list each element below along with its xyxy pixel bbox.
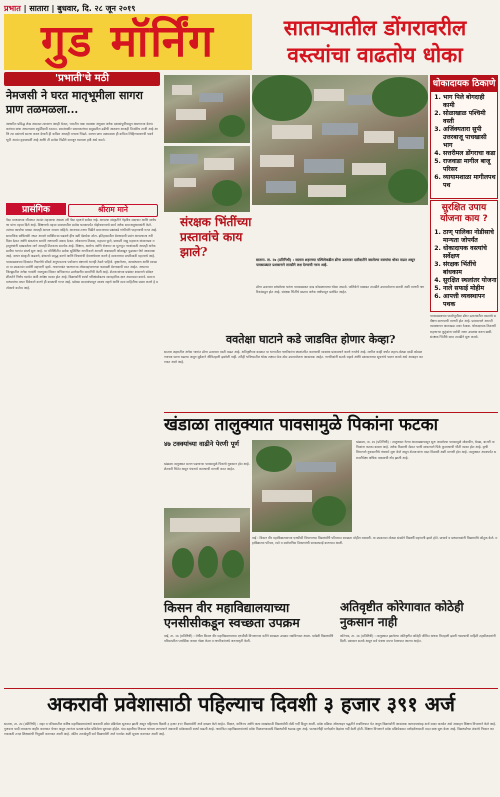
danger-item: 2. सोळाखाळ पश्चिमी वस्ती (443, 110, 497, 126)
safety-item: 3. संरक्षक भिंतींचे बांधकाम (443, 261, 497, 277)
masthead-logo (4, 14, 252, 70)
bottom-body: सातारा, ता. २७ (प्रतिनिधी) : शहर व परिसरातील कनिष्ठ महाविद्यालयांमध्ये अकरावी प्रवेश प्रक्रियेला सुरुवात झाली असून पहिल्याच दिवशी ३ हजार ३९१ विद्यार्थ्यांनी अर्ज दाखल केले आहेत. विज्ञान, वाणिज्य आणि कला शाखांसाठी विद्यार्थ्यांची मोठी गर्दी दिसून आली. प्रवेश प्रक्रिया ऑनलाइन पद्धतीने राबविण्यात येत असून विद्यार्थ्यांनी आवश्यक कागदपत्रांसह अर्ज सादर करावेत असे आवाहन शिक्षण विभागाने केले आहे. गुणवत्ता यादी लवकरच जाहीर करण्यात येणार असून त्यानंतर प्रत्यक्ष प्रवेश प्रक्रियेला सुरुवात होईल. यंदा दहावीचा निकाल चांगला लागल्याने अकरावी प्रवेशासाठी स्पर्धा वाढली आहे. नामांकित महाविद्यालयांमध्ये प्रवेश मिळवण्यासाठी विद्यार्थ्यांची धडपड सुरू आहे. पालकांनीही मार्गदर्शन केंद्रांवर गर्दी केली होती. शिक्षण विभागाने प्रवेश प्रक्रियेबाबत मार्गदर्शनासाठी मदत कक्ष सुरू केला आहे. विद्यार्थ्यांच्या शंकांचे निरसन करण्यासाठी तज्ज्ञ शिक्षकांची नियुक्ती करण्यात आली आहे. अंतिम तारखेपूर्वी सर्व विद्यार्थ्यांनी अर्ज भरावेत अशी सूचना करण्यात आली आहे. (4, 722, 497, 737)
safety-item: 2. धोकादायक वस्त्यांचे सर्वेक्षण (443, 245, 497, 261)
side-question: संरक्षक भिंतींच्या प्रस्तावांचे काय झाले? (180, 215, 252, 259)
right-column-body: पावसाळ्याच्या पार्श्वभूमीवर डोंगर उतारावरील वस्त्यांचे सर्वेक्षण करण्याची मागणी होत आहे. प्रशासनाने आपत्ती व्यवस्थापन आराखडा तयार ठेवावा. धोकादायक ठिकाणी राहणाऱ्या कुटुंबांना पर्यायी जागा उपलब्ध करुन द्यावी. संरक्षक भिंतींचे काम तातडीने सुरू करावे. (430, 314, 496, 339)
khandala-body: खंडाळा तालुक्यात सलग पडणाऱ्या पावसामुळे पिकांचे नुकसान होत आहे. शेतकरी चिंतेत असून पंचनामे करण्याची मागणी करत आहेत. (164, 462, 250, 472)
section-banner: 'प्रभाती'चे मठी (4, 72, 160, 86)
bottom-divider (4, 688, 498, 689)
khandala-body-right: खंडाळा, ता. २७ (प्रतिनिधी) : तालुक्यात गेल्या आठवड्यापासून सुरू असलेल्या पावसामुळे सोयाबीन, घेवडा, बाजरी या पिकांना फटका बसला आहे. अनेक ठिकाणी शेतात पाणी साचल्याने पिके कुजण्याची भीती व्यक्त होत आहे. कृषी विभागाने नुकसानीचे पंचनामे सुरू केले असून शेतकऱ्यांना मदत मिळावी अशी मागणी होत आहे. तालुक्यात आतापर्यंत सरासरीपेक्षा अधिक पावसाची नोंद झाली आहे. (356, 440, 497, 460)
section-divider (164, 412, 498, 413)
edition-info: | सातारा | बुधवार, दि. २८ जून २०१९ (23, 4, 136, 13)
sowing-stat: ४७ टक्क्यांच्या वाढीने पेरणी पूर्ण (164, 440, 239, 448)
ncc-caption: वाई : किसन वीर महाविद्यालयाच्या एनसीसी विभागाच्या विद्यार्थ्यांनी परिसरात स्वच्छता मोहीम राबवली. या उपक्रमात मोठ्या संख्येने विद्यार्थी सहभागी झाले होते. प्राचार्य व प्राध्यापकांनी विद्यार्थ्यांचे कौतुक केले. महाविद्यालय परिसर, रस्ते व सार्वजनिक ठिकाणांची साफसफाई करण्यात आली. (252, 536, 498, 546)
danger-item: 3. अजिंक्यतारा सुपी उत्तरबाजू पाचखासी भाग (443, 126, 497, 150)
hillside-settlement-photo (252, 75, 428, 205)
bottom-headline: अकरावी प्रवेशासाठी पहिल्याच दिवशी ३ हजार ३९१ अर्ज (47, 692, 455, 716)
danger-zones-title: धोकादायक ठिकाणे (431, 76, 497, 92)
danger-item: 6. व्यायामशाळा मागीलपथ पथ (443, 174, 497, 190)
rain-field-photo (252, 440, 352, 532)
ncc-cleanup-photo (164, 508, 250, 598)
safety-item: 5. नाले सफाई मोहीम (443, 285, 497, 293)
atishrushti-headline: अतिवृष्टीत कोरेगावात कोठेही नुकसान नाही (340, 600, 464, 629)
safety-measures-box (430, 200, 498, 312)
sub-headline: ववतेक्षा घाटाने कडे जाडवित होणार केव्हा? (226, 333, 396, 346)
khandala-headline: खंडाळा तालुक्यात पावसामुळे पिकांना फटका (164, 415, 439, 435)
brand-name: प्रभात (4, 4, 21, 13)
kisan-body: वाई, ता. २७ (प्रतिनिधी) : येथील किसन वीर महाविद्यालयाच्या एनसीसी विभागाच्या वतीने स्वच्छता उपक्रम राबविण्यात आला. यावेळी विद्यार्थ्यांनी परिसरातील प्लास्टिक कचरा गोळा केला व नागरिकांमध्ये जनजागृती केली. (164, 634, 334, 644)
kisan-headline: किसन वीर महाविद्यालयाच्या एनसीसीकडून स्वच्छता उपक्रम (164, 600, 300, 630)
slum-photo-left (164, 75, 250, 143)
center-story-body: डोंगर उतारावर बांधलेल्या घरांना पावसाळ्यात दरड कोसळण्याचा धोका असतो. पालिकेने याबाबत तातडीने उपाययोजना करावी अशी मागणी नागरिकांकडून होत आहे. संरक्षक भिंतींचे प्रस्ताव अनेक वर्षांपासून प्रलंबित आहेत. (256, 285, 425, 295)
danger-item: 5. राजवाडा मागील बाजू परिसर (443, 158, 497, 174)
logo-text: गुड मॉर्निंग (41, 16, 215, 67)
safety-item: 1. ठाण् पालिका नोडीसाचे मान्यता जोपर्यंत (443, 229, 497, 245)
side-question-box (180, 215, 254, 305)
danger-zones-box (430, 75, 498, 199)
atishrushti-body: कोरेगाव, ता. २७ (प्रतिनिधी) : तालुक्यात झालेल्या अतिवृष्टीत कोठेही जीवित अथवा वित्तहानी झाली नसल्याची माहिती तहसीलदारांनी दिली. प्रशासन सतर्क असून सर्व यंत्रणा सज्ज ठेवण्यात आल्या आहेत. (340, 634, 496, 644)
column-body: पैसा माणसाच्या जीवनात अत्यंत महत्त्वाचा असला तरी पैसा म्हणजे सर्वस्व नव्हे. आपल्या संस्कृतीने नेहमीच सदाचार आणि साधेपणा यांना महत्त्व दिले आहे. शिक्षणाचे महत्त्व समाजातील प्रत्येक घटकापर्यंत पोहोचवण्याचे कार्य अनेक समाजसुधारकांनी केले. त्यांच्या कार्याचा वारसा आजही आपण जपला पाहिजे. आजच्या तरुण पिढीने समाजाच्या प्रश्नांकडे गांभीर्याने पाहण्याची गरज आहे. सामाजिक बांधिलकी जपत आपले व्यक्तिमत्त्व घडवणे हीच खरी देशसेवा ठरेल. इतिहासातील प्रेरणादायी प्रसंग आपल्याला नवी दिशा देतात आणि संकटांना सामोरे जाण्याची ताकद देतात. लोकमान्य टिळक, महात्मा फुले, छत्रपती शाहू महाराज यांसारख्या महापुरुषांनी दाखवलेला मार्ग आजही तितकाच समर्पक आहे. शिक्षण, आरोग्य आणि रोजगार या मूलभूत गरजांसाठी आजही अनेक ग्रामीण भागांत संघर्ष सुरू आहे. या परिस्थितीत प्रत्येक सुशिक्षित नागरिकाने आपली जबाबदारी ओळखून पुढाकार घेणे आवश्यक आहे. वाचन संस्कृती वाढवणे, ग्रंथालये समृद्ध करणे आणि विचारांची देवाणघेवाण करणे हे समाजाच्या प्रगतीसाठी महत्त्वाचे आहे. पावसाळ्याच्या दिवसांत निसर्गाचे सौंदर्य अनुभवताना पर्यावरण रक्षणाचे भानही ठेवले पाहिजे. वृक्षारोपण, जलसंधारण आणि स्वच्छता या उपक्रमांत सर्वांनी सहभागी व्हावे. गावागावांत चालणाऱ्या लोकसहभागाच्या चळवळी प्रेरणादायी ठरत आहेत. आपल्या जिल्ह्यातील अनेक गावांनी जलयुक्त शिवार अभियानात उल्लेखनीय कामगिरी केली आहे. शेतकऱ्यांच्या प्रश्नांवर शासनाने संवेदनशीलतेने निर्णय घ्यावेत अशी अपेक्षा व्यक्त होत आहे. विद्यार्थ्यांनी स्पर्धा परीक्षांसोबतच व्यावहारिक ज्ञान आत्मसात करावे. समाजमाध्यमांचा वापर विवेकाने करणे ही काळाची गरज आहे. खोट्या बातम्यांपासून सावध राहणे आणि सत्य माहितीचा प्रसार करणे हे प्रत्येकाचे कर्तव्य आहे. (6, 218, 158, 290)
left-story-headline: नेमजसी ने घरत मातृभूमीला सागरा प्राण तळमळला... (6, 89, 143, 116)
lead-headline: साताऱ्यातील डोंगरावरील वस्त्यांचा वाढतोय धोका (283, 15, 467, 67)
left-story-body: आधारित प्रसिद्ध लेख असतात त्यावरुन आम्ही घेतात, भारतीय पाक व्यवस्था अनुसार अनेक दशकांपूर्वीपासून असणाऱ्या देशभक्तांच्या कथा आपल्याला स्फूर्तिदायी ठरतात. स्वातंत्र्यवीर सावरकरांच्या समुद्रातील उडीची आठवण आजही तितकीच ताजी आहे आणि त्या प्रसंगाचे स्मरण करुन देणारी ही कविता आजही मनाला भिडते. सागरा प्राण तळमळला ही कविता लिहिण्यामागची पार्श्वभूमी अत्यंत हृदयस्पर्शी आहे आणि ती प्रत्येक पिढीने समजून घ्यायला हवी असे वाटते. (6, 122, 158, 142)
photo-caption: सातारा. ता. २७ (प्रतिनिधी) : सातारा शहराच्या पश्चिमेकडील डोंगर उतारावर दाटीवाटीने वसलेल्या वस्त्यांचा धोका वाढत असून पावसाळ्यात प्रशासनाने तातडीने लक्ष देण्याची गरज आहे. (256, 258, 416, 267)
brand-strip (4, 3, 144, 13)
byline: श्रीराम माने (68, 204, 158, 217)
safety-measures-title: सुरक्षित उपाय योजना काय ? (440, 203, 488, 224)
slum-photo-small (164, 146, 250, 212)
danger-item: 4. सत्तरीमल डोंगराचा कडा (443, 150, 497, 158)
safety-item: 6. आपत्ती व्यवस्थापन पथक (443, 293, 497, 309)
center-lower-body: सातारा शहरातील अनेक भागांत डोंगर उतारावर वस्ती वाढत आहे. अतिवृष्टीच्या काळात या भागातील नागरिकांना स्थलांतरित करण्याची व्यवस्था प्रशासनाने करणे गरजेचे आहे. मागील काही वर्षांत लहान-मोठ्या दरडी कोसळण्याच्या घटना घडल्या असून सुदैवाने जीवितहानी झालेली नाही. तरीही भविष्यातील धोका लक्षात घेता ठोस उपाययोजना आवश्यक आहेत. नागरिकांनी सतर्क राहावे आणि प्रशासनाच्या सूचनांचे पालन करावे असे आवाहन करण्यात आले आहे. (164, 350, 423, 365)
safety-item: 4. सुरक्षित स्थलांतर योजना (443, 277, 497, 285)
danger-item: 1. भाग पिले बोगदाही कामी (443, 94, 497, 110)
column-head: प्रासंगिक (6, 203, 66, 215)
